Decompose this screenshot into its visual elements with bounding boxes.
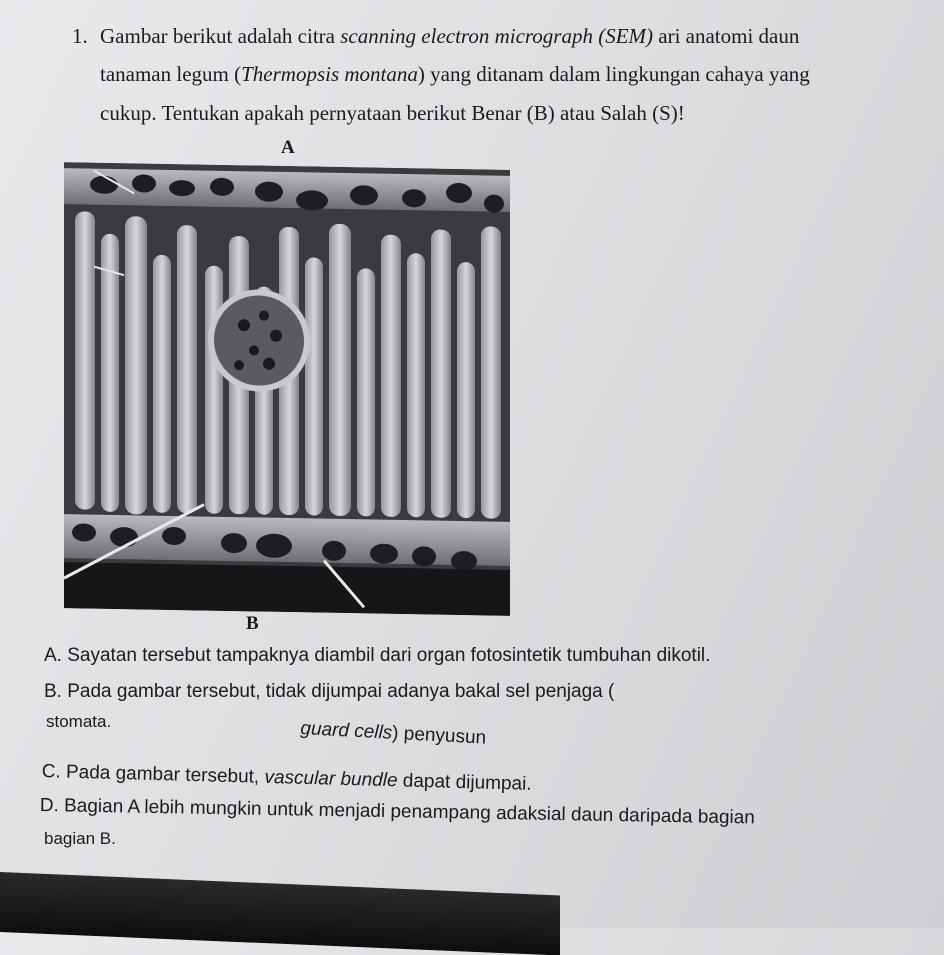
question-line1-italic: scanning electron micrograph (SEM) xyxy=(340,24,654,48)
question-line1-pre: Gambar berikut adalah citra xyxy=(100,24,341,48)
option-b-continuation xyxy=(300,718,487,750)
figure-label-b: B xyxy=(246,613,259,634)
question-line2-post: ) yang ditanam dalam lingkungan cahaya yang xyxy=(417,62,810,86)
option-b-italic: guard cells xyxy=(299,718,393,744)
photo-shadow-corner xyxy=(0,872,560,955)
option-b-line-1 xyxy=(44,681,614,703)
question-text-line-2 xyxy=(100,62,810,87)
option-c-post: dapat dijumpai. xyxy=(397,770,532,795)
question-line2-pre: tanaman legum ( xyxy=(100,62,242,86)
question-line1-post: ari anatomi daun xyxy=(653,24,800,48)
option-b-post: ) penyusun xyxy=(391,722,487,749)
sem-micrograph-image xyxy=(64,162,510,616)
question-number: 1. xyxy=(72,24,88,48)
option-c-pre: C. Pada gambar tersebut, xyxy=(41,761,265,788)
option-a: A. Sayatan tersebut tampaknya diambil dari organ fotosintetik tumbuhan dikotil. xyxy=(44,645,711,666)
figure-label-a: A xyxy=(281,137,295,158)
option-b-text: B. Pada gambar tersebut, tidak dijumpai adanya bakal sel penjaga ( xyxy=(44,681,615,702)
question-text-line-3: cukup. Tentukan apakah pernyataan berikut Benar (B) atau Salah (S)! xyxy=(100,101,685,125)
question-text-line-1 xyxy=(100,24,799,49)
option-d-line-1: D. Bagian A lebih mungkin untuk menjadi penampang adaksial daun daripada bagian xyxy=(39,795,756,829)
option-d-line-2: bagian B. xyxy=(44,829,116,848)
option-c xyxy=(41,761,532,796)
option-c-italic: vascular bundle xyxy=(264,766,398,792)
question-line2-italic: Thermopsis montana xyxy=(241,62,418,86)
option-b-line-2: stomata. xyxy=(46,712,112,731)
